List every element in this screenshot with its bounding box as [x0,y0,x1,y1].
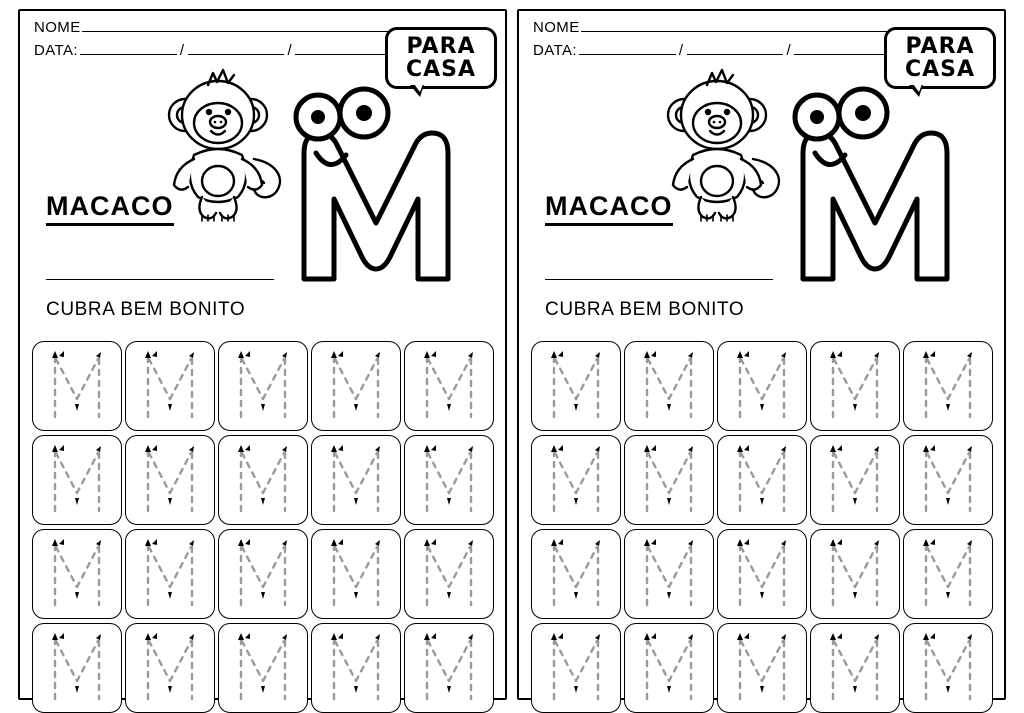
instruction-text: CUBRA BEM BONITO [46,299,246,320]
trace-cell[interactable] [531,623,621,713]
trace-cell[interactable] [218,435,308,525]
trace-cell[interactable] [810,341,900,431]
trace-cell[interactable] [624,341,714,431]
trace-cell[interactable] [125,435,215,525]
date-slash-1: / [678,42,684,59]
trace-cell[interactable] [311,529,401,619]
trace-cell[interactable] [311,435,401,525]
trace-cell[interactable] [311,341,401,431]
trace-cell[interactable] [531,341,621,431]
date-slash-1: / [179,42,185,59]
trace-cell[interactable] [717,341,807,431]
trace-cell[interactable] [404,529,494,619]
trace-cell[interactable] [32,341,122,431]
word-writing-line[interactable] [545,279,773,280]
homework-badge-line1: PARA [406,33,476,59]
trace-cell[interactable] [624,529,714,619]
trace-cell[interactable] [125,529,215,619]
trace-cell[interactable] [404,435,494,525]
big-letter-m-illustration [789,83,999,303]
date-slash-2: / [786,42,792,59]
name-label: NOME [34,19,81,36]
trace-cell[interactable] [624,435,714,525]
trace-cell[interactable] [903,623,993,713]
date-month-line[interactable] [687,43,784,55]
trace-cell[interactable] [810,623,900,713]
trace-cell[interactable] [404,623,494,713]
trace-cell[interactable] [32,529,122,619]
trace-cell[interactable] [404,341,494,431]
instruction-text: CUBRA BEM BONITO [545,299,745,320]
date-day-line[interactable] [579,43,676,55]
trace-cell[interactable] [717,529,807,619]
trace-cell[interactable] [903,529,993,619]
date-month-line[interactable] [188,43,285,55]
trace-cell[interactable] [903,341,993,431]
trace-cell[interactable] [218,341,308,431]
illustration-area [639,63,999,303]
worksheet-right [517,9,1006,700]
tracing-grid-right [531,341,993,713]
date-field-row [34,42,394,59]
trace-cell[interactable] [903,435,993,525]
trace-cell[interactable] [125,341,215,431]
date-label: DATA: [533,42,577,59]
date-field-row [533,42,893,59]
name-label: NOME [533,19,580,36]
date-year-line[interactable] [295,43,392,55]
date-year-line[interactable] [794,43,891,55]
illustration-area [140,63,500,303]
big-letter-m-illustration [290,83,500,303]
trace-cell[interactable] [311,623,401,713]
trace-cell[interactable] [531,435,621,525]
word-writing-line[interactable] [46,279,274,280]
trace-cell[interactable] [218,623,308,713]
date-label: DATA: [34,42,78,59]
worksheet-left [18,9,507,700]
homework-badge-line2: CASA [405,57,477,82]
trace-cell[interactable] [531,529,621,619]
trace-cell[interactable] [32,623,122,713]
trace-cell[interactable] [32,435,122,525]
trace-cell[interactable] [218,529,308,619]
trace-cell[interactable] [717,623,807,713]
trace-cell[interactable] [810,529,900,619]
trace-cell[interactable] [125,623,215,713]
homework-badge-line2: CASA [904,57,976,82]
trace-cell[interactable] [624,623,714,713]
vocabulary-word: MACACO [46,191,174,226]
vocabulary-word: MACACO [545,191,673,226]
date-slash-2: / [287,42,293,59]
tracing-grid-left [32,341,494,713]
homework-badge-line1: PARA [905,33,975,59]
trace-cell[interactable] [717,435,807,525]
date-day-line[interactable] [80,43,177,55]
trace-cell[interactable] [810,435,900,525]
